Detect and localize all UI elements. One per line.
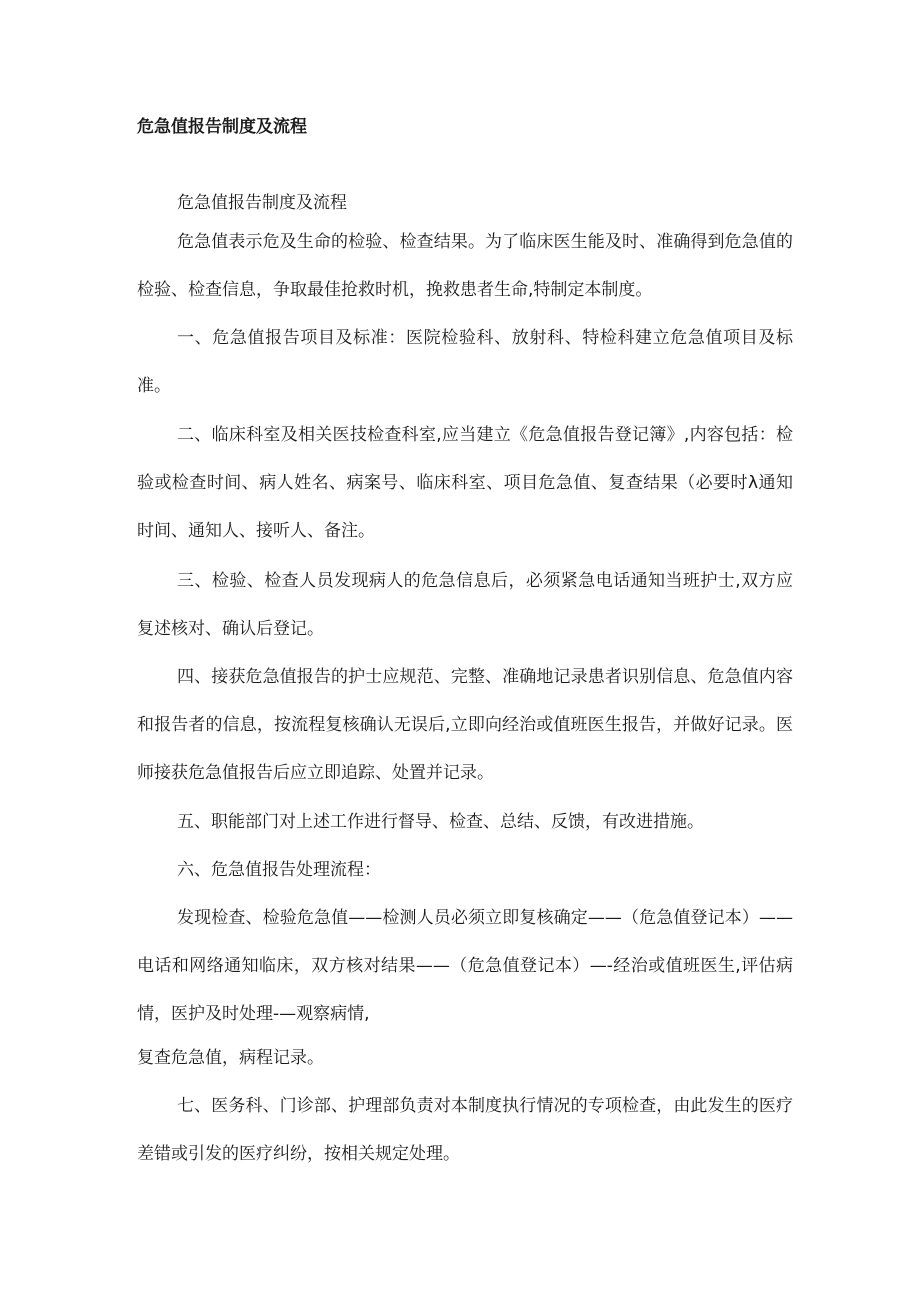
paragraph-section-6: 六、危急值报告处理流程： [177,860,381,880]
paragraph-intro: 危急值表示危及生命的检验、检查结果。为了临床医生能及时、准确得到危急值的检验、检查信息，争取最佳抢救时机，挽救患者生命,特制定本制度。 [137,232,793,300]
paragraph-section-3: 三、检验、检查人员发现病人的危急信息后，必须紧急电话通知当班护士,双方应复述核对、确认后登记。 [137,571,793,639]
paragraph-flow-process: 发现检查、检验危急值——检测人员必须立即复核确定——（危急值登记本）——电话和网络通知临床，双方核对结果——（危急值登记本）—-经治或值班医生,评估病情，医护及时处理-—观察病情, [137,908,793,1024]
paragraph-section-5: 五、职能部门对上述工作进行督导、检查、总结、反馈，有改进措施。 [177,812,704,832]
paragraph-section-2: 二、临床科室及相关医技检查科室,应当建立《危急值报告登记簿》,内容包括：检验或检查时间、病人姓名、病案号、临床科室、项目危急值、复查结果（必要时λ通知时间、通知人、接听人、备注。 [137,425,793,541]
document-subtitle: 危急值报告制度及流程 [177,193,347,213]
document-title: 危急值报告制度及流程 [137,117,307,137]
paragraph-flow-end: 复查危急值，病程记录。 [137,1048,324,1068]
paragraph-section-7: 七、医务科、门诊部、护理部负责对本制度执行情况的专项检查，由此发生的医疗差错或引发的医疗纠纷，按相关规定处理。 [137,1096,793,1164]
paragraph-section-1: 一、危急值报告项目及标准：医院检验科、放射科、特检科建立危急值项目及标准。 [137,328,793,396]
paragraph-section-4: 四、接获危急值报告的护士应规范、完整、准确地记录患者识别信息、危急值内容和报告者的信息，按流程复核确认无误后,立即向经治或值班医生报告，并做好记录。医师接获危急值报告后应立即追踪、处置并记录。 [137,667,793,783]
